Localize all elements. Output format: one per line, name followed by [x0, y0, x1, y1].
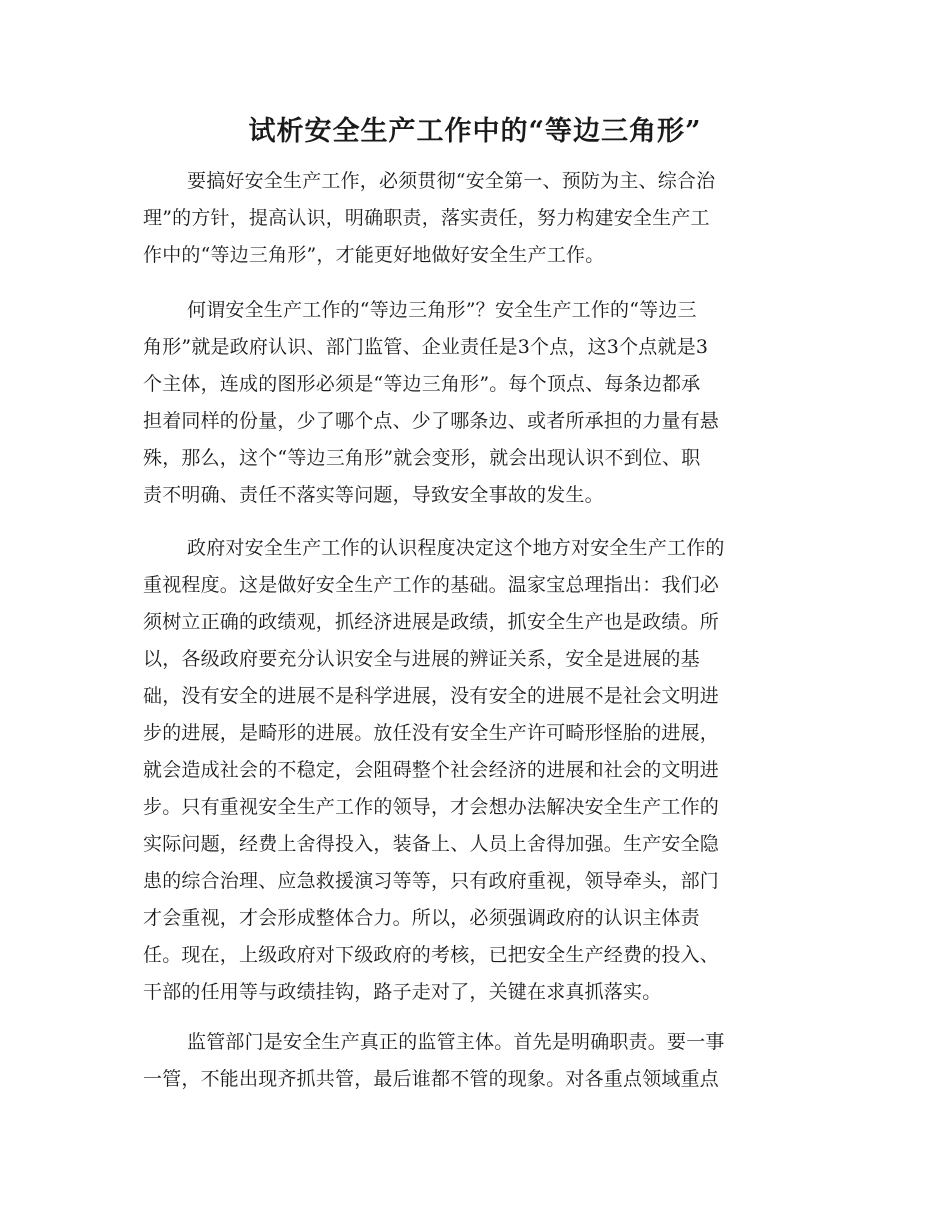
paragraph-line: 何谓安全生产工作的“等边三角形”？安全生产工作的“等边三 — [187, 299, 697, 321]
paragraph-line: 步。只有重视安全生产工作的领导，才会想办法解决安全生产工作的 — [143, 796, 720, 818]
paragraph-line: 要搞好安全生产工作，必须贯彻“安全第一、预防为主、综合治 — [187, 170, 716, 192]
paragraph-line: 殊，那么，这个“等边三角形”就会变形，就会出现认识不到位、职 — [143, 447, 701, 469]
paragraph-line: 才会重视，才会形成整体合力。所以，必须强调政府的认识主体责 — [143, 907, 700, 929]
paragraph-line: 责不明确、责任不落实等问题，导致安全事故的发生。 — [143, 484, 604, 506]
paragraph-line: 作中的“等边三角形”，才能更好地做好安全生产工作。 — [143, 244, 605, 266]
paragraph-line: 须树立正确的政绩观，抓经济进展是政绩，抓安全生产也是政绩。所 — [143, 611, 720, 633]
paragraph-line: 担着同样的份量，少了哪个点、少了哪条边、或者所承担的力量有悬 — [143, 410, 720, 432]
paragraph-line: 角形”就是政府认识、部门监管、企业责任是3个点，这3个点就是3 — [143, 336, 709, 358]
paragraph-line: 础，没有安全的进展不是科学进展，没有安全的进展不是社会文明进 — [143, 685, 720, 707]
paragraph-line: 实际问题，经费上舍得投入，装备上、人员上舍得加强。生产安全隐 — [143, 833, 720, 855]
document-title: 试析安全生产工作中的“等边三角形” — [248, 116, 702, 147]
paragraph-line: 政府对安全生产工作的认识程度决定这个地方对安全生产工作的 — [187, 537, 725, 559]
paragraph-line: 干部的任用等与政绩挂钩，路子走对了，关键在求真抓落实。 — [143, 981, 662, 1003]
paragraph-4 — [143, 1024, 803, 1098]
paragraph-3 — [143, 530, 803, 1011]
paragraph-line: 个主体，连成的图形必须是“等边三角形”。每个顶点、每条边都承 — [143, 373, 701, 395]
paragraph-line: 就会造成社会的不稳定，会阻碍整个社会经济的进展和社会的文明进 — [143, 759, 720, 781]
paragraph-line: 以，各级政府要充分认识安全与进展的辨证关系，安全是进展的基 — [143, 648, 700, 670]
paragraph-line: 监管部门是安全生产真正的监管主体。首先是明确职责。要一事 — [187, 1031, 725, 1053]
paragraph-line: 任。现在，上级政府对下级政府的考核，已把安全生产经费的投入、 — [143, 944, 720, 966]
paragraph-line: 一管，不能出现齐抓共管，最后谁都不管的现象。对各重点领域重点 — [143, 1068, 720, 1090]
paragraph-line: 患的综合治理、应急救援演习等等，只有政府重视，领导牵头，部门 — [143, 870, 720, 892]
paragraph-2 — [143, 292, 803, 514]
paragraph-line: 理”的方针，提高认识，明确职责，落实责任，努力构建安全生产工 — [143, 207, 710, 229]
paragraph-line: 重视程度。这是做好安全生产工作的基础。温家宝总理指出：我们必 — [143, 574, 720, 596]
paragraph-1 — [143, 163, 803, 274]
paragraph-line: 步的进展，是畸形的进展。放任没有安全生产许可畸形怪胎的进展， — [143, 722, 720, 744]
